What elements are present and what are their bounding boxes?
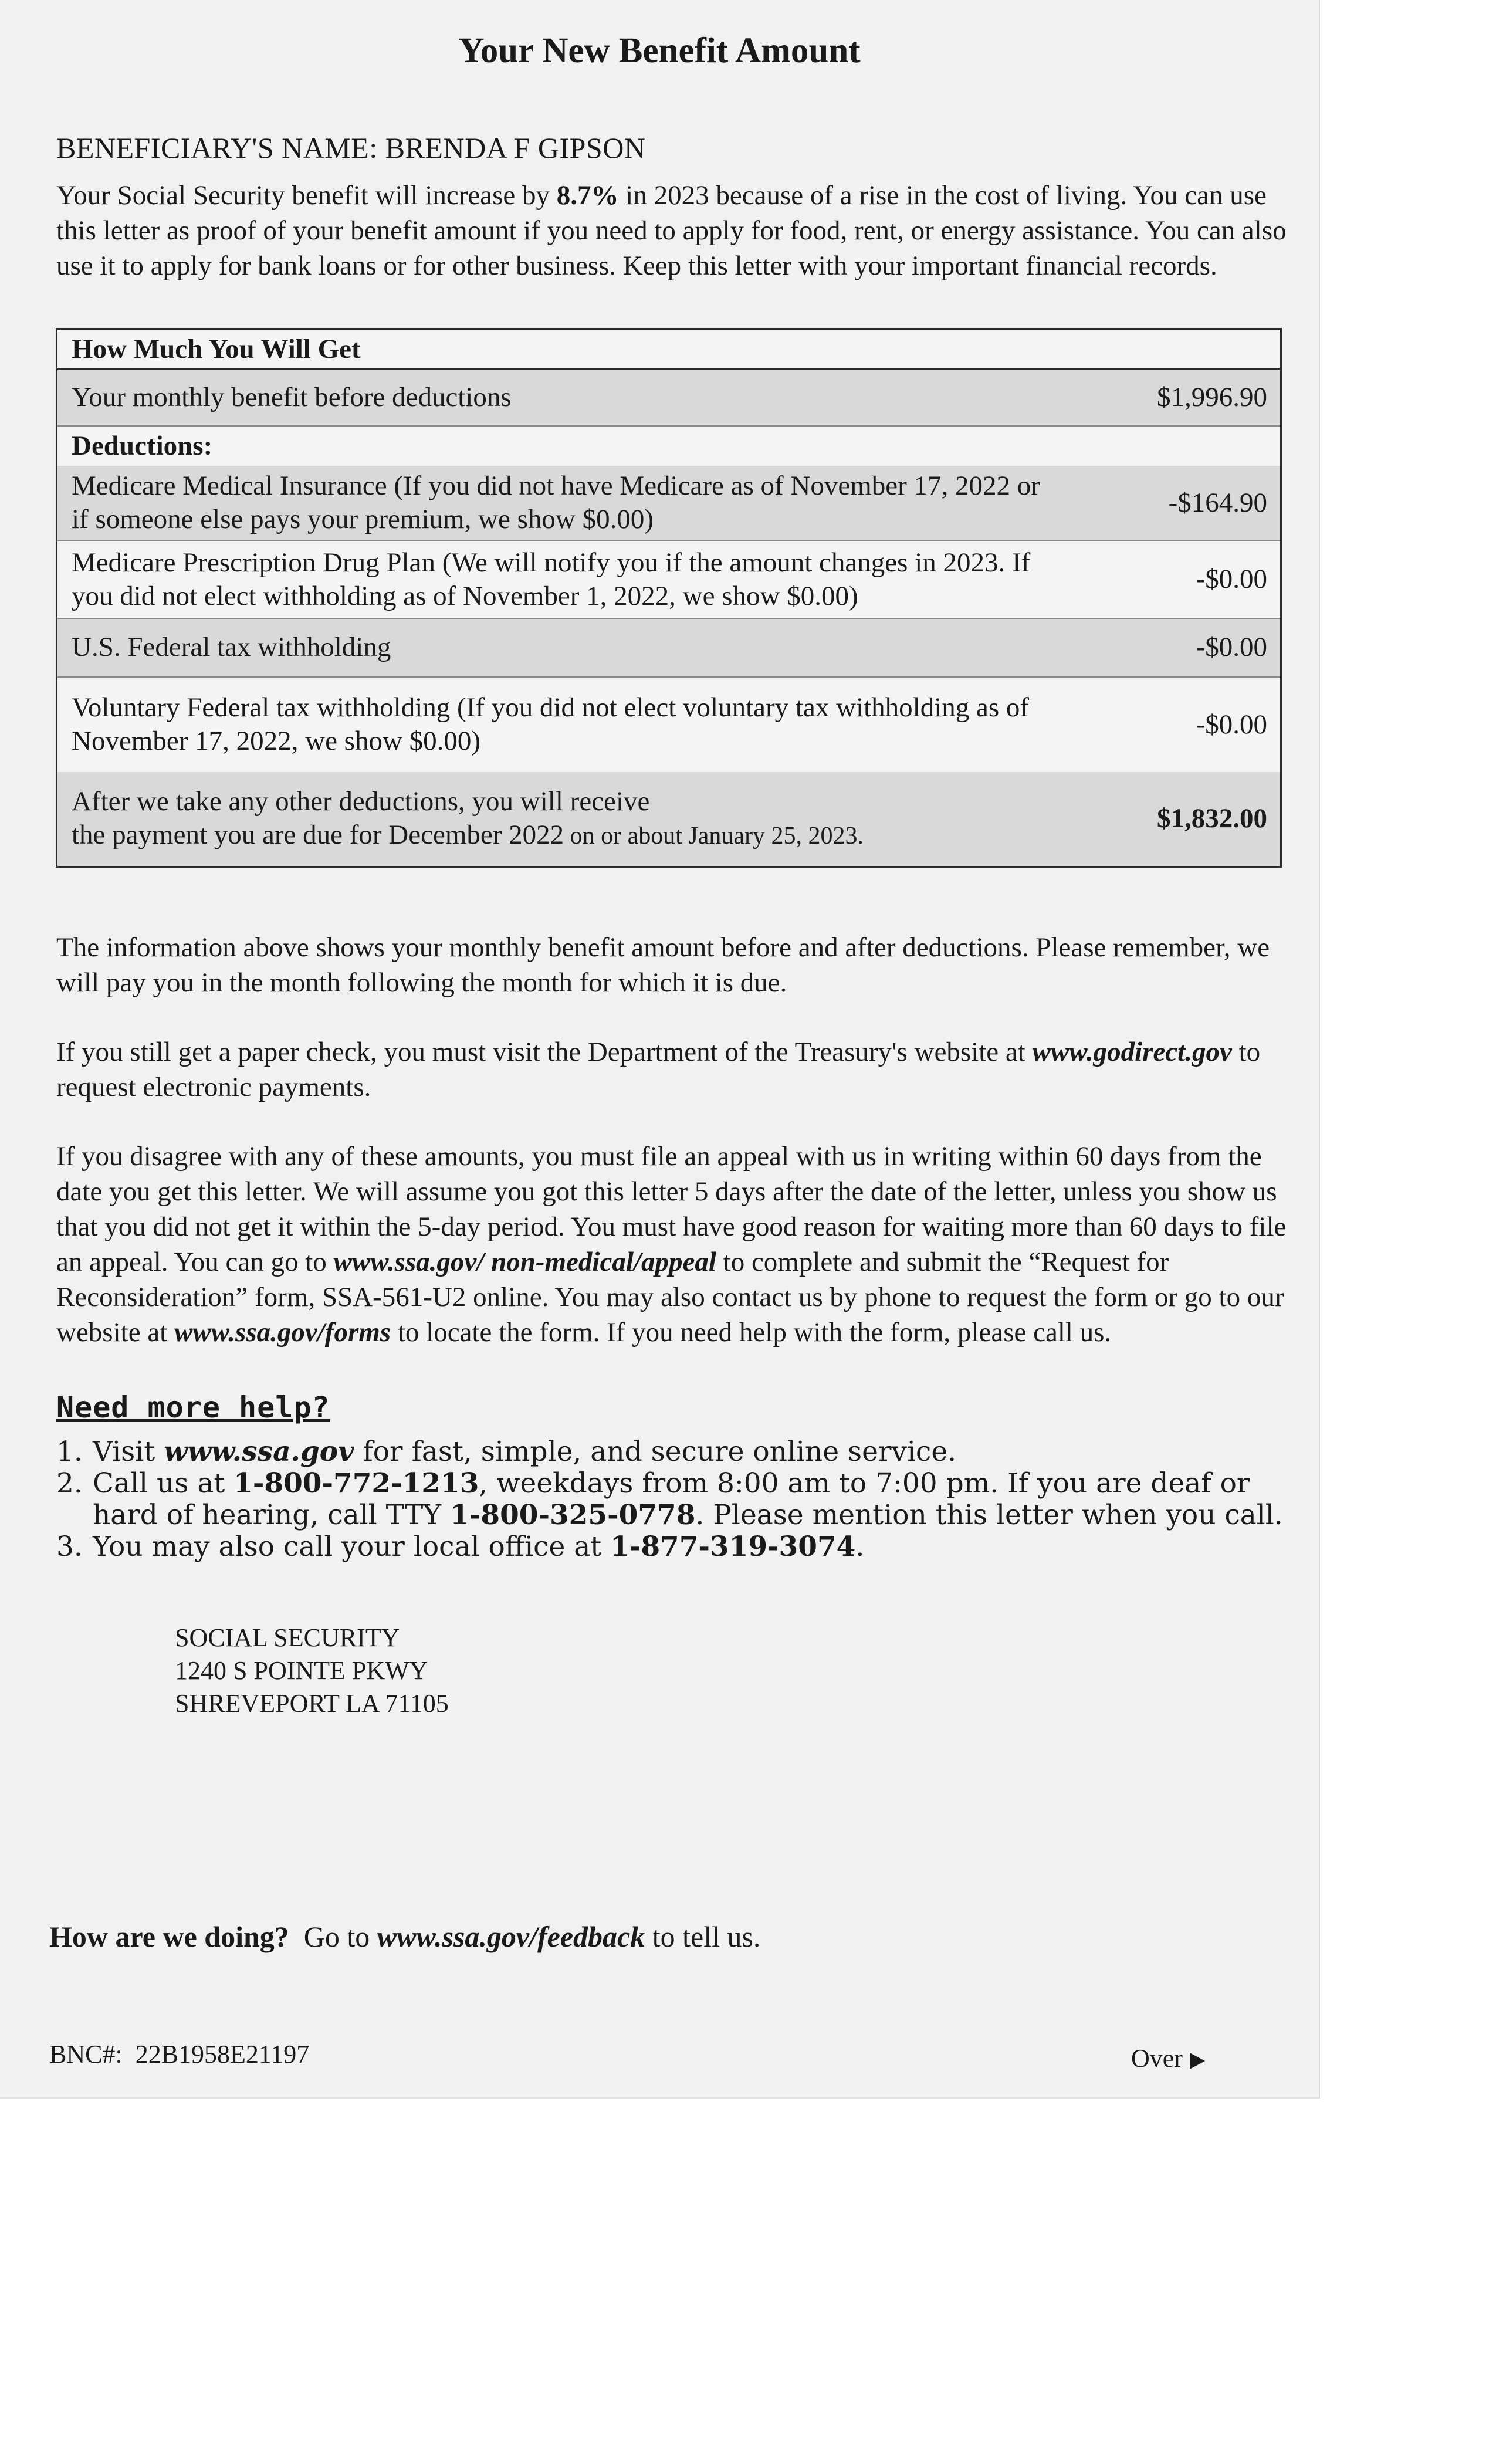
help-item-number: 1. [56, 1436, 83, 1468]
net-payment-line1: After we take any other deductions, you will receive [72, 786, 650, 817]
help-item-text: Visit [93, 1436, 164, 1468]
address-line-3: SHREVEPORT LA 71105 [175, 1689, 449, 1718]
intro-text-start: Your Social Security benefit will increase by [56, 180, 557, 211]
feedback-link[interactable]: www.ssa.gov/feedback [377, 1920, 645, 1953]
ssa-website-link[interactable]: www.ssa.gov [164, 1436, 354, 1468]
help-item-text: You may also call your local office at [93, 1531, 611, 1563]
net-payment-label [57, 772, 1078, 867]
deduction-federal-tax-label: U.S. Federal tax withholding [57, 618, 1078, 677]
address-line-1: SOCIAL SECURITY [175, 1623, 400, 1652]
deductions-label: Deductions: [57, 426, 1281, 466]
monthly-benefit-label: Your monthly benefit before deductions [57, 370, 1078, 426]
forms-link[interactable]: www.ssa.gov/forms [174, 1317, 391, 1348]
paper-check-text-end: to request electronic payments. [56, 1037, 1261, 1102]
bnc-label: BNC#: [49, 2040, 123, 2069]
paper-check-text-start: If you still get a paper check, you must visit the Department of the Treasury's website at [56, 1037, 1033, 1067]
appeal-link[interactable]: www.ssa.gov/ non-medical/appeal [333, 1247, 716, 1277]
appeal-text-part1: If you disagree with any of these amounts, you must file an appeal with us in writing within 60 days from the date you get this letter. We will assume you got this letter 5 days after the date of the letter, unless you show us that you did not get it within the 5-day period. You must have good reason for waiting more than 60 days to file an appeal. You can go to [56, 1141, 1287, 1277]
deduction-medicare-medical-label: Medicare Medical Insurance (If you did not have Medicare as of November 17, 2022 or if someone else pays your premium, we show $0.00) [57, 466, 1078, 541]
over-label: Over [1131, 2044, 1183, 2073]
triangle-right-icon [1190, 2053, 1205, 2069]
tty-phone-number[interactable]: 1-800-325-0778 [450, 1499, 696, 1531]
monthly-benefit-amount: $1,996.90 [1077, 370, 1281, 426]
info-paragraph: The information above shows your monthly benefit amount before and after deductions. Please remember, we will pay you in the month following the month for which it is due. [56, 932, 1270, 998]
appeal-text-part3: to locate the form. If you need help with the form, please call us. [391, 1317, 1112, 1348]
feedback-text: Go to [289, 1920, 377, 1953]
net-payment-amount: $1,832.00 [1077, 772, 1281, 867]
page-title: Your New Benefit Amount [458, 31, 861, 70]
help-item-text: , weekdays from 8:00 am to 7:00 pm. If you are deaf or hard of hearing, call TTY [93, 1467, 1250, 1531]
intro-paragraph [56, 178, 1294, 283]
help-item-text: . Please mention this letter when you call. [695, 1499, 1283, 1531]
address-line-2: 1240 S POINTE PKWY [175, 1656, 428, 1685]
deduction-drug-plan-amount: -$0.00 [1077, 541, 1281, 618]
help-item-text: . [855, 1531, 865, 1563]
help-item-website [56, 1436, 1300, 1468]
feedback-question: How are we doing? [49, 1920, 289, 1953]
main-phone-number[interactable]: 1-800-772-1213 [233, 1467, 479, 1500]
net-payment-line2: the payment you are due for December 2022 [72, 819, 564, 850]
beneficiary-label: BENEFICIARY'S NAME: [56, 131, 378, 164]
help-item-text: for fast, simple, and secure online service. [354, 1436, 957, 1468]
feedback-line [49, 1920, 760, 1954]
help-item-number: 2. [56, 1467, 83, 1500]
beneficiary-name-line [56, 130, 1294, 165]
beneficiary-name: BRENDA F GIPSON [385, 131, 646, 164]
office-address [175, 1622, 449, 1720]
help-item-local-office [56, 1531, 1300, 1563]
intro-text-end: in 2023 because of a rise in the cost of living. You can use this letter as proof of your benefit amount if you need to apply for food, rent, or energy assistance. You can also use it to apply for bank loans or for other business. Keep this letter with your important financial records. [56, 180, 1287, 281]
help-heading: Need more help? [56, 1390, 330, 1424]
table-header: How Much You Will Get [57, 329, 1281, 370]
help-item-text: Call us at [93, 1467, 234, 1500]
help-item-number: 3. [56, 1531, 83, 1563]
bnc-value: 22B1958E21197 [135, 2040, 310, 2069]
deduction-voluntary-tax-label: Voluntary Federal tax withholding (If you did not elect voluntary tax withholding as of November 17, 2022, we show $0.00) [57, 677, 1078, 772]
help-item-phone [56, 1468, 1300, 1531]
deduction-drug-plan-label: Medicare Prescription Drug Plan (We will notify you if the amount changes in 2023. If you did not elect withholding as of November 1, 2022, we show $0.00) [57, 541, 1078, 618]
deduction-voluntary-tax-amount: -$0.00 [1077, 677, 1281, 772]
help-list [56, 1436, 1300, 1563]
godirect-link[interactable]: www.godirect.gov [1032, 1037, 1232, 1067]
increase-rate: 8.7% [556, 180, 619, 211]
deduction-federal-tax-amount: -$0.00 [1077, 618, 1281, 677]
benefit-amounts-table [56, 328, 1282, 868]
appeal-paragraph [56, 1139, 1294, 1350]
payment-date: on or about January 25, 2023. [564, 822, 864, 849]
appeal-text-part2: to complete and submit the “Request for Reconsideration” form, SSA-561-U2 online. You may also contact us by phone to request the form or go to our website at [56, 1247, 1284, 1348]
local-office-phone[interactable]: 1-877-319-3074 [610, 1531, 856, 1563]
bnc-number [49, 2039, 309, 2069]
feedback-text-end: to tell us. [645, 1920, 761, 1953]
over-indicator [1131, 2043, 1205, 2073]
paper-check-paragraph [56, 1034, 1294, 1105]
deduction-medicare-medical-amount: -$164.90 [1077, 466, 1281, 541]
